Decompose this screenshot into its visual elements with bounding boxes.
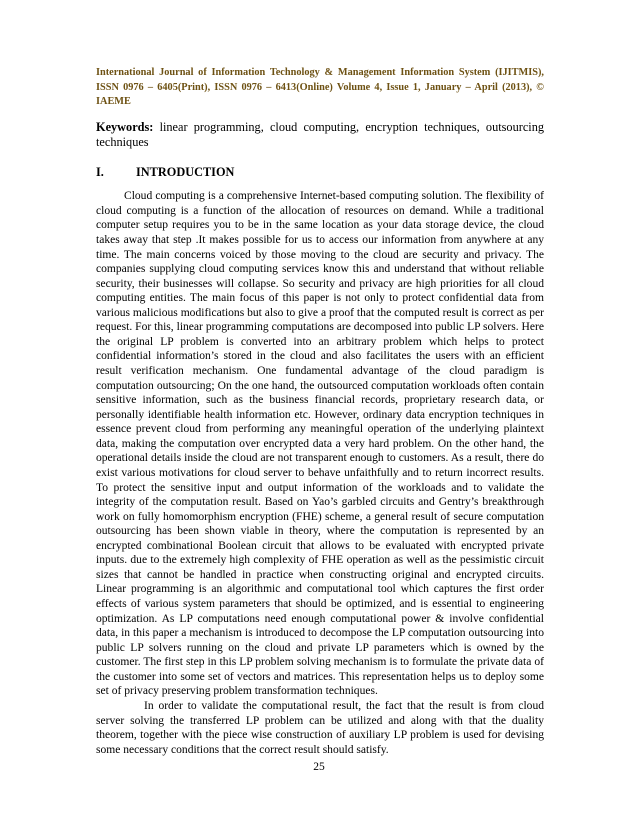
paragraph: Cloud computing is a comprehensive Internet-based computing solution. The flexibility of cloud computing is a function of the allocation of resources on demand. While a traditional computer setup requires you to be in the same location as your data storage device, the cloud takes away that step .It makes possible for us to access our information from anywhere at any time. The main concerns voiced by those moving to the cloud are security and privacy. The companies supplying cloud computing services know this and understand that without reliable security, their businesses will collapse. So security and privacy are high priorities for all cloud computing entities. The main focus of this paper is not only to protect confidential data from various malicious modifications but also to give a proof that the computed result is correct as per request. For this, linear programming computations are decomposed into public LP solvers. Here the original LP problem is converted into an arbitrary problem which helps to protect confidential information’s stored in the cloud and also facilitates the users with an efficient result verification mechanism. One fundamental advantage of the cloud paradigm is computation outsourcing; On the one hand, the outsourced computation workloads often contain sensitive information, such as the business financial records, proprietary research data, or personally identifiable health information etc. However, ordinary data encryption techniques in essence prevent cloud from performing any meaningful operation of the underlying plaintext data, making the computation over encrypted data a very hard problem. On the other hand, the operational details inside the cloud are not transparent enough to customers. As a result, there do exist various motivations for cloud server to behave unfaithfully and to return incorrect results. To protect the sensitive input and output information of the workloads and to validate the integrity of the computation result. Based on Yao’s garbled circuits and Gentry’s breakthrough work on fully homomorphism encryption (FHE) scheme, a general result of secure computation outsourcing has been shown viable in theory, where the computation is represented by an encrypted combinational Boolean circuit that allows to be evaluated with encrypted private inputs. due to the extremely high complexity of FHE operation as well as the pessimistic circuit sizes that cannot be handled in practice when constructing original and encrypted circuits. Linear programming is an algorithmic and computational tool which captures the first order effects of various system parameters that should be optimized, and is essential to engineering optimization. As LP computations need enough computational power & involve confidential data, in this paper a mechanism is introduced to decompose the LP computation outsourcing into public LP solvers running on the cloud and private LP parameters which is owned by the customer. The first step in this LP problem solving mechanism is to formulate the private data of the customer into some set of vectors and matrices. This representation helps us to deploy some set of privacy preserving problem transformation techniques. <box>96 190 544 698</box>
section-number: I. <box>96 164 104 179</box>
paragraph: In order to validate the computational result, the fact that the result is from cloud server solving the transferred LP problem can be utilized and along with that the duality theorem, together with the piece wise construction of auxiliary LP problem is used for devising some necessary conditions that the correct result should satisfy. <box>96 699 544 756</box>
section-heading <box>96 165 544 181</box>
journal-header: International Journal of Information Technology & Management Information System (IJITMIS), ISSN 0976 – 6405(Print), ISSN 0976 – 6413(Online) Volume 4, Issue 1, January – April (2013), © IAEME <box>96 67 544 107</box>
section-title: INTRODUCTION <box>136 164 235 179</box>
keywords-label: Keywords: <box>96 119 154 134</box>
body-text <box>96 189 544 757</box>
keywords-text: linear programming, cloud computing, encryption techniques, outsourcing techniques <box>96 119 544 150</box>
keywords-block <box>96 120 544 151</box>
page-content <box>96 66 544 757</box>
page-number: 25 <box>313 761 325 773</box>
